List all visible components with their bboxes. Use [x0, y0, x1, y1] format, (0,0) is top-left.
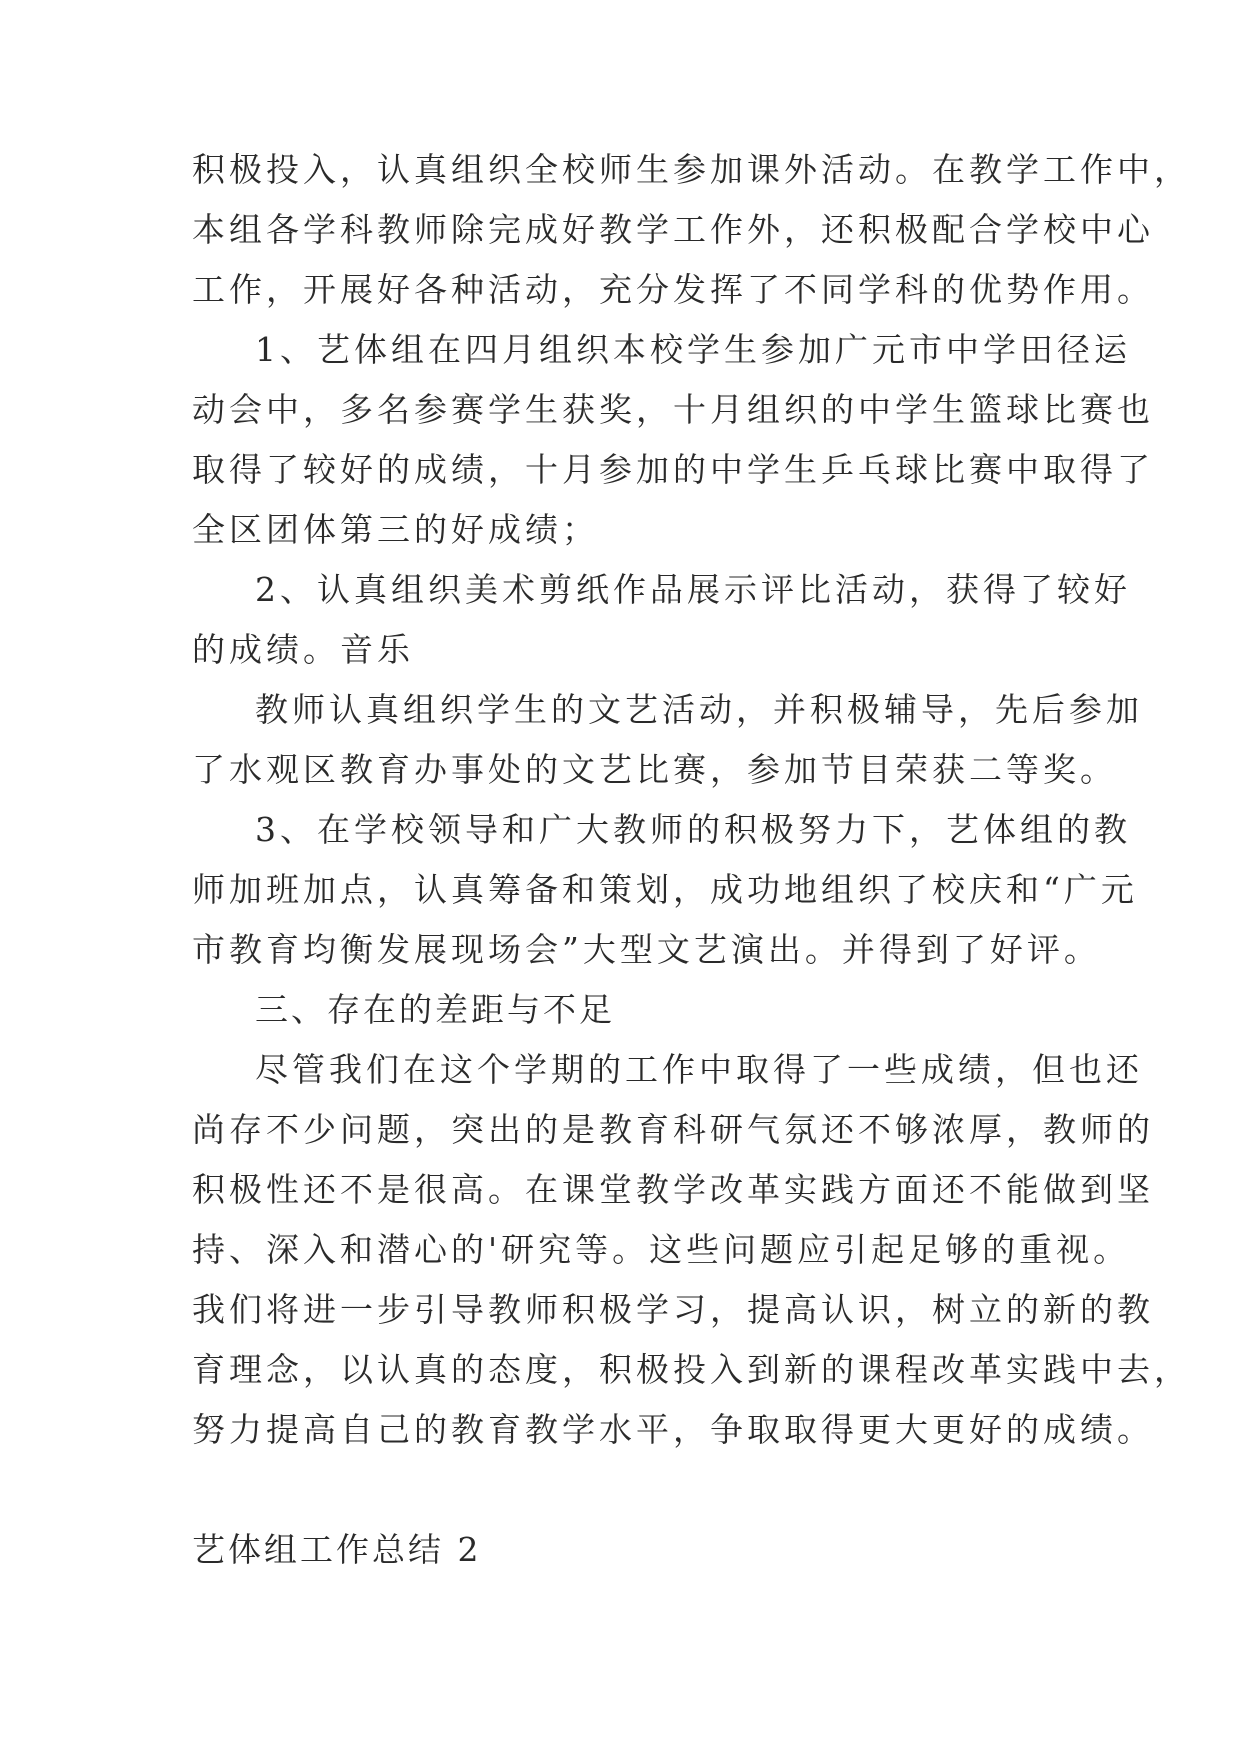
paragraph-line: 教师认真组织学生的文艺活动，并积极辅导，先后参加	[255, 690, 1143, 729]
paragraph-line: 取得了较好的成绩，十月参加的中学生乒乓球比赛中取得了	[192, 450, 1154, 489]
paragraph-line: 工作，开展好各种活动，充分发挥了不同学科的优势作用。	[192, 270, 1154, 309]
paragraph-line: 育理念，以认真的态度，积极投入到新的课程改革实践中去，	[192, 1350, 1191, 1389]
paragraph-line: 市教育均衡发展现场会”大型文艺演出。并得到了好评。	[192, 930, 1101, 969]
next-section-title: 艺体组工作总结 2	[192, 1530, 482, 1569]
paragraph-line: 1、艺体组在四月组织本校学生参加广元市中学田径运	[255, 330, 1131, 369]
section-heading: 三、存在的差距与不足	[255, 990, 615, 1029]
paragraph-line: 我们将进一步引导教师积极学习，提高认识，树立的新的教	[192, 1290, 1154, 1329]
paragraph-line: 积极性还不是很高。在课堂教学改革实践方面还不能做到坚	[192, 1170, 1154, 1209]
paragraph-line: 持、深入和潜心的'研究等。这些问题应引起足够的重视。	[192, 1230, 1131, 1269]
paragraph-line: 动会中，多名参赛学生获奖，十月组织的中学生篮球比赛也	[192, 390, 1154, 429]
paragraph-line: 师加班加点，认真筹备和策划，成功地组织了校庆和“广元	[192, 870, 1138, 909]
paragraph-line: 了水观区教育办事处的文艺比赛，参加节目荣获二等奖。	[192, 750, 1117, 789]
paragraph-line: 努力提高自己的教育教学水平，争取取得更大更好的成绩。	[192, 1410, 1154, 1449]
paragraph-line: 尚存不少问题，突出的是教育科研气氛还不够浓厚，教师的	[192, 1110, 1154, 1149]
paragraph-line: 积极投入，认真组织全校师生参加课外活动。在教学工作中，	[192, 150, 1191, 189]
paragraph-line: 2、认真组织美术剪纸作品展示评比活动，获得了较好	[255, 570, 1131, 609]
paragraph-line: 本组各学科教师除完成好教学工作外，还积极配合学校中心	[192, 210, 1154, 249]
paragraph-line: 尽管我们在这个学期的工作中取得了一些成绩，但也还	[255, 1050, 1143, 1089]
paragraph-line: 3、在学校领导和广大教师的积极努力下，艺体组的教	[255, 810, 1131, 849]
paragraph-line: 全区团体第三的好成绩；	[192, 510, 599, 549]
paragraph-line: 的成绩。音乐	[192, 630, 414, 669]
